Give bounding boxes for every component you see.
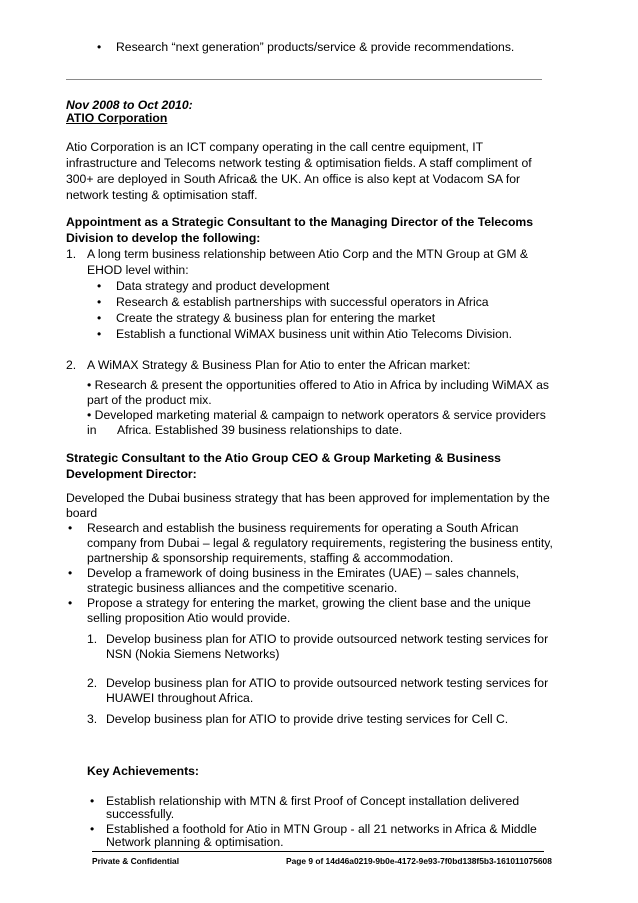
list-number: 3.: [87, 712, 98, 726]
plan-text: Develop business plan for ATIO to provide outsourced network testing services for: [106, 632, 549, 646]
bullet-icon: [68, 595, 72, 611]
bullet-icon: [90, 793, 94, 809]
list-item: Established a foothold for Atio in MTN Group - all 21 networks in Africa & Middle: [106, 822, 537, 836]
list-item: strategic business alliances and the competitive scenario.: [87, 581, 398, 595]
footer-divider: [92, 851, 544, 852]
list-item: partnership & sponsorship requirements, staffing & accommodation.: [87, 551, 454, 565]
bullet-icon: [97, 326, 101, 342]
list-item: company from Dubai – legal & regulatory requirements, registering the business entity,: [87, 536, 553, 550]
role1-heading: Division to develop the following:: [66, 231, 261, 245]
company-description-line: infrastructure and Telecoms network testing & optimisation fields. A staff compliment of: [66, 156, 532, 170]
plan-text: Develop business plan for ATIO to provide drive testing services for Cell C.: [106, 712, 509, 726]
list-item: Develop a framework of doing business in the Emirates (UAE) – sales channels,: [87, 566, 520, 580]
role2-intro: Developed the Dubai business strategy that has been approved for implementation by the: [66, 491, 550, 505]
bullet-icon: [97, 310, 101, 326]
list-item: Research and establish the business requirements for operating a South African: [87, 521, 519, 535]
bullet-icon: [90, 821, 94, 837]
top-bullet-text: Research “next generation” products/service & provide recommendations.: [116, 40, 515, 54]
role2-heading: Development Director:: [66, 467, 197, 481]
list-item: successfully.: [106, 807, 175, 821]
bullet-icon: [97, 39, 101, 55]
list-item: Establish relationship with MTN & first Proof of Concept installation delivered: [106, 794, 520, 808]
list-item: Data strategy and product development: [116, 279, 330, 293]
company-description-line: Atio Corporation is an ICT company operating in the call centre equipment, IT: [66, 140, 484, 154]
plan-text: NSN (Nokia Siemens Networks): [106, 647, 280, 661]
list-item: selling proposition Atio would provide.: [87, 611, 291, 625]
achievements-heading: Key Achievements:: [87, 764, 199, 778]
bullet-icon: [68, 520, 72, 536]
bullet-icon: [97, 294, 101, 310]
list-item: Propose a strategy for entering the market, growing the client base and the unique: [87, 596, 531, 610]
list-item: Create the strategy & business plan for entering the market: [116, 311, 436, 325]
bullet-icon: [97, 278, 101, 294]
list-number: 2.: [66, 358, 77, 372]
list-number: 2.: [87, 676, 98, 690]
role1-item2-in: in: [87, 423, 97, 437]
bullet-icon: [68, 565, 72, 581]
role1-item2-text: A WiMAX Strategy & Business Plan for Atio to enter the African market:: [87, 358, 471, 372]
list-item: Research & establish partnerships with successful operators in Africa: [116, 295, 489, 309]
list-item: Network planning & optimisation.: [106, 835, 284, 849]
job-period: Nov 2008 to Oct 2010:: [66, 98, 193, 112]
company-description-line: 300+ are deployed in South Africa& the UK. An office is also kept at Vodacom SA for: [66, 172, 521, 186]
footer-page-number: Page 9 of 14d46a0219-9b0e-4172-9e93-7f0bd138f5b3-161011075608: [286, 856, 552, 866]
list-number: 1.: [87, 632, 98, 646]
plan-text: HUAWEI throughout Africa.: [106, 691, 254, 705]
role1-item2-line: part of the product mix.: [87, 393, 212, 407]
role1-item2-line: Africa. Established 39 business relationships to date.: [117, 423, 403, 437]
company-name: ATIO Corporation: [66, 111, 168, 125]
plan-text: Develop business plan for ATIO to provide outsourced network testing services for: [106, 676, 549, 690]
role2-heading: Strategic Consultant to the Atio Group CEO & Group Marketing & Business: [66, 451, 501, 465]
section-divider: [66, 79, 542, 80]
role1-heading: Appointment as a Strategic Consultant to the Managing Director of the Telecoms: [66, 215, 534, 229]
role1-item2-line: • Developed marketing material & campaign to network operators & service providers: [87, 408, 546, 422]
list-number: 1.: [66, 247, 77, 261]
footer-confidential: Private & Confidential: [92, 856, 180, 866]
role1-item1-text: EHOD level within:: [87, 263, 189, 277]
company-description-line: network testing & optimisation staff.: [66, 188, 258, 202]
role2-intro: board: [66, 506, 98, 520]
list-item: Establish a functional WiMAX business unit within Atio Telecoms Division.: [116, 327, 513, 341]
role1-item2-line: • Research & present the opportunities offered to Atio in Africa by including WiMAX as: [87, 378, 549, 392]
role1-item1-text: A long term business relationship between Atio Corp and the MTN Group at GM &: [87, 247, 529, 261]
